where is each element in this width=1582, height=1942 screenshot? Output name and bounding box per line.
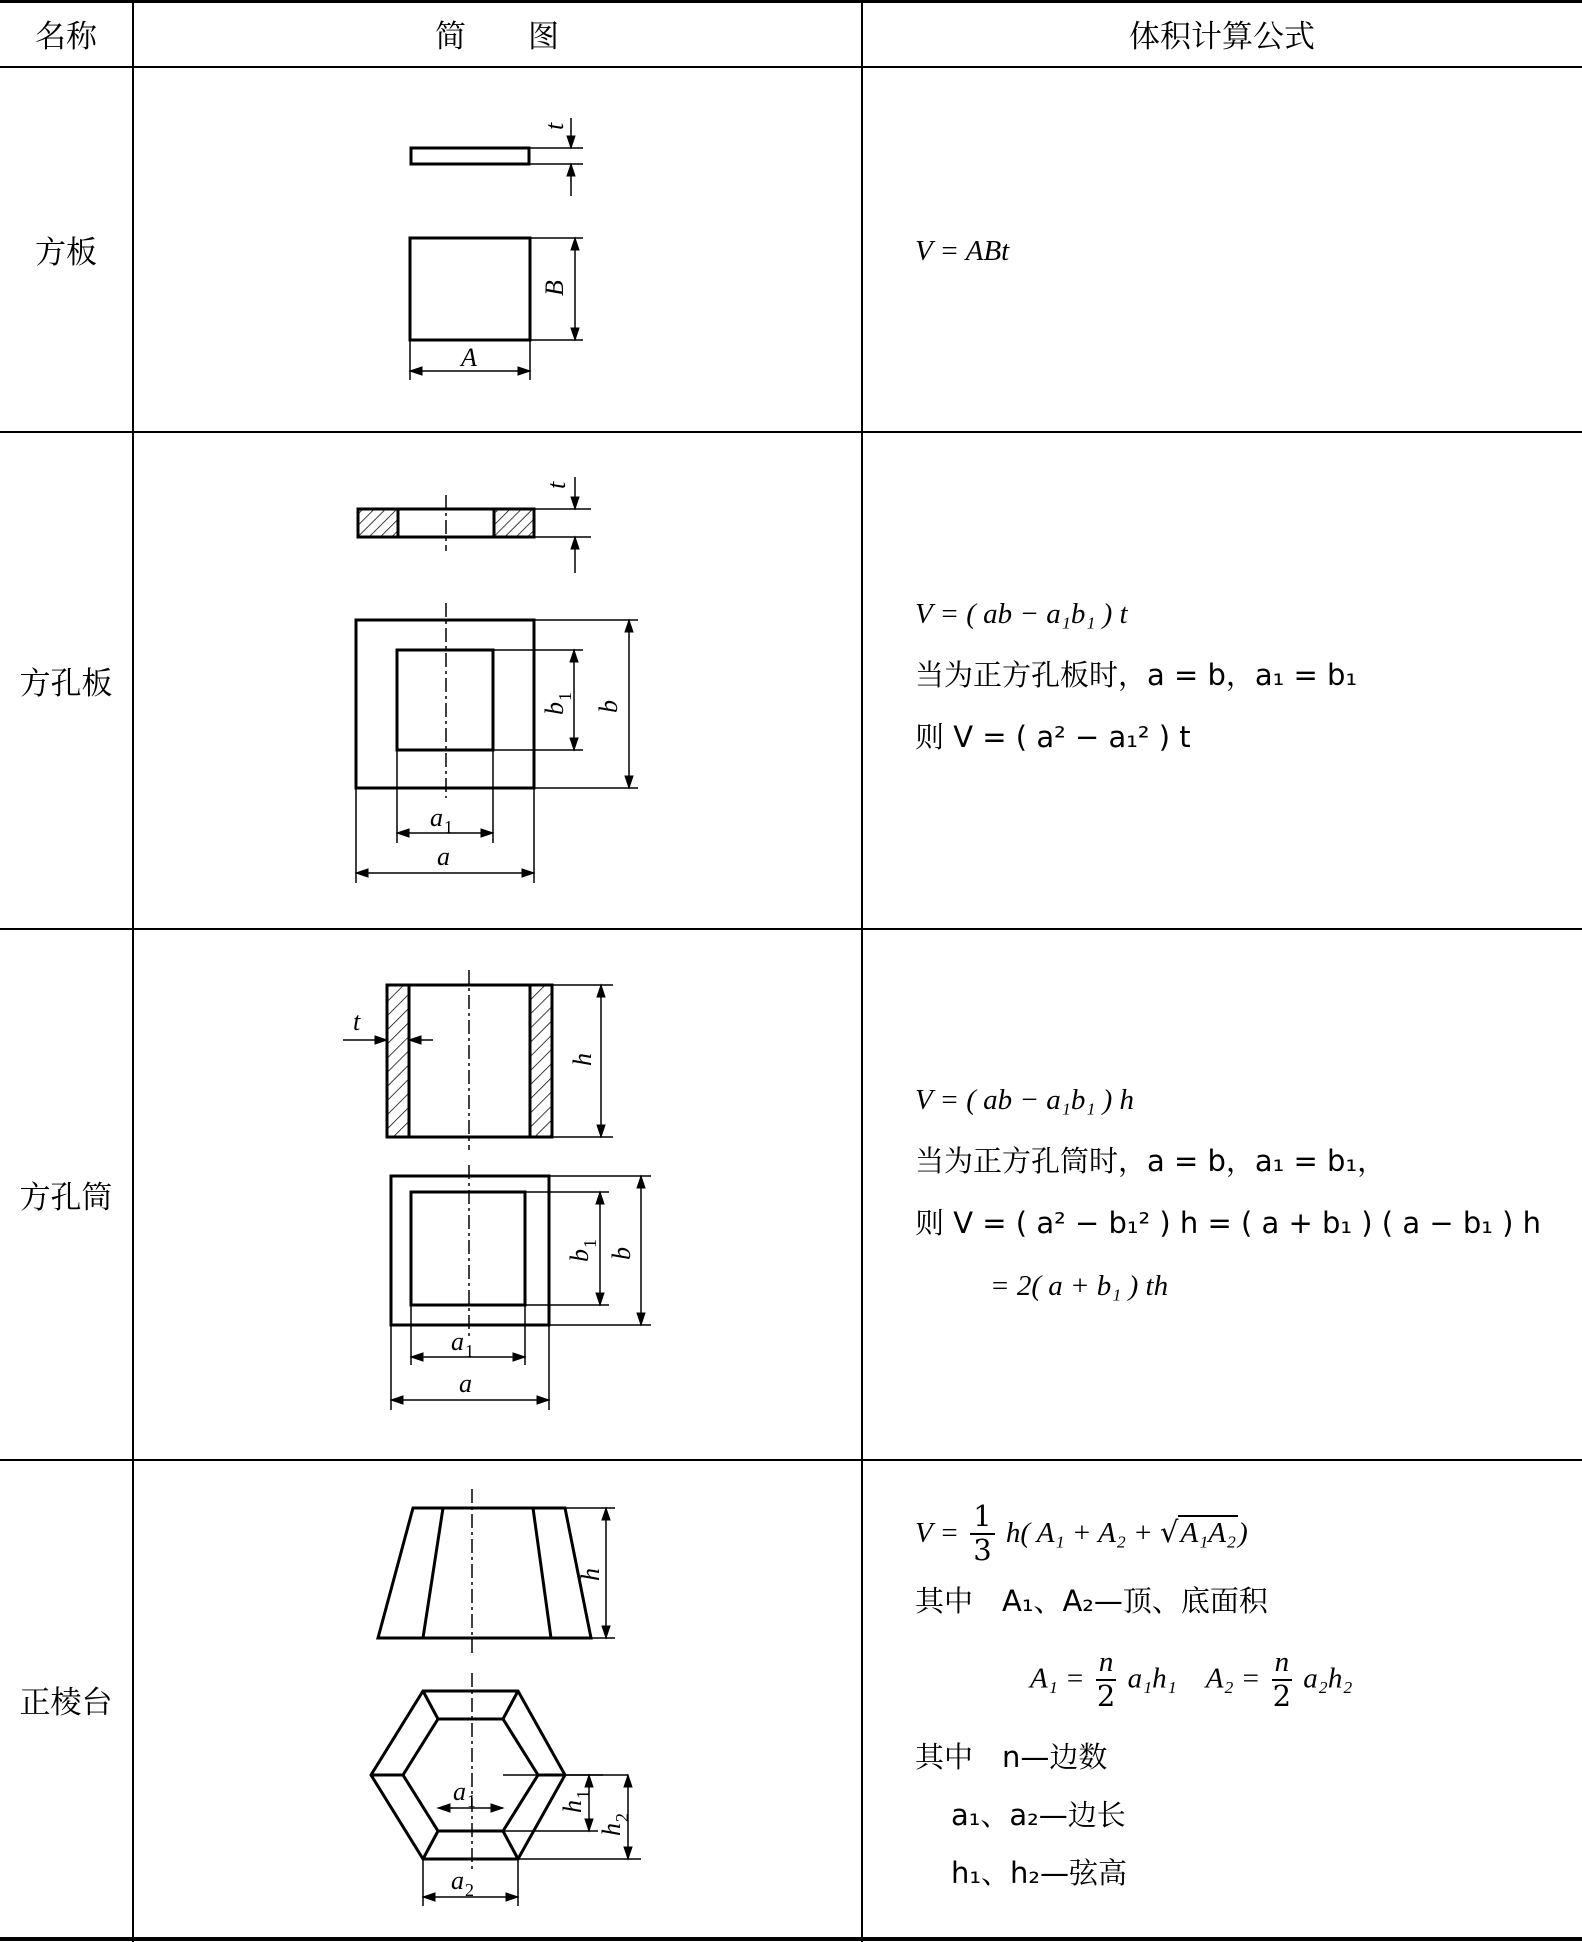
header-sketch: 简 图 [435,18,559,55]
label-a2: a [451,1866,464,1895]
formula-line: V = ( ab − a₁b₁ ) h [915,1084,1135,1116]
label-h2: h [597,1823,626,1836]
label-a2-sub: 2 [465,1880,474,1900]
label-b: b [594,700,623,713]
label-h: h [576,1568,605,1581]
row-name-regular-frustum: 正棱台 [19,1684,113,1721]
fraction: $\frac{1}{3}$ [970,1501,994,1567]
formula-line: 其中 n—边数 [915,1740,1108,1774]
label-a1-sub: 1 [444,817,453,837]
label-t: t [540,122,569,130]
label-t: t [542,481,571,489]
label-B: B [540,280,569,296]
formula-line: 则 V = ( a² − b₁² ) h = ( a + b₁ ) ( a − b₁ ) h [915,1206,1542,1240]
row-name-square-plate: 方板 [35,235,97,271]
label-a: a [437,842,450,871]
formula-line: 其中 A₁、A₂—顶、底面积 [915,1584,1268,1618]
label-a1-sub: 1 [465,1341,474,1361]
formula-line: 则 V = ( a² − a₁² ) t [915,720,1191,754]
square-hole-plate-figure [133,433,861,928]
label-t: t [353,1007,361,1036]
label-A: A [461,343,477,372]
label-b1-sub: 1 [555,692,575,701]
label-b1: b [540,702,569,715]
label-b1-sub: 1 [580,1239,600,1248]
label-h1: h [558,1800,587,1813]
label-b: b [607,1247,636,1260]
label-h2-sub: 2 [612,1813,632,1822]
table-bottom-border [0,1937,1582,1941]
label-h1-sub: 1 [573,1790,593,1799]
row-name-square-hole-tube: 方孔筒 [19,1180,113,1216]
formula-line: A₁ = $\frac{n}{2}$ a₁h₁ A₂ = $\frac{n}{2}$ a₂h₂ [1030,1646,1353,1713]
label-b1: b [565,1249,594,1262]
formula-line: h₁、h₂—弦高 [951,1856,1128,1890]
label-a1-sub: 1 [467,1791,476,1811]
formula-line: a₁、a₂—边长 [951,1798,1126,1832]
label-h: h [568,1053,597,1066]
fraction: $\frac{n}{2}$ [1096,1646,1116,1713]
fraction: $\frac{n}{2}$ [1272,1646,1292,1713]
square-hole-tube-figure [133,930,861,1459]
label-a1: a [453,1777,466,1806]
label-a1: a [451,1327,464,1356]
formula-line: 当为正方孔板时，a = b，a₁ = b₁ [915,658,1358,692]
label-a1: a [430,803,443,832]
formula-line: V = ABt [915,235,1010,267]
row-name-square-hole-plate: 方孔板 [19,666,113,702]
label-a: a [459,1369,472,1398]
regular-frustum-figure [133,1461,861,1937]
formula-line: 当为正方孔筒时，a = b，a₁ = b₁， [915,1144,1387,1178]
column-divider [861,0,863,1942]
header-formula: 体积计算公式 [1129,18,1315,55]
square-plate-figure [133,68,861,431]
header-name: 名称 [35,18,97,55]
formula-line: = 2( a + b₁ ) th [990,1270,1169,1302]
formula-line: V = $\frac{1}{3}$ h( A₁ + A₂ + √A₁A₂) [915,1499,1248,1567]
formula-line: V = ( ab − a₁b₁ ) t [915,598,1128,630]
